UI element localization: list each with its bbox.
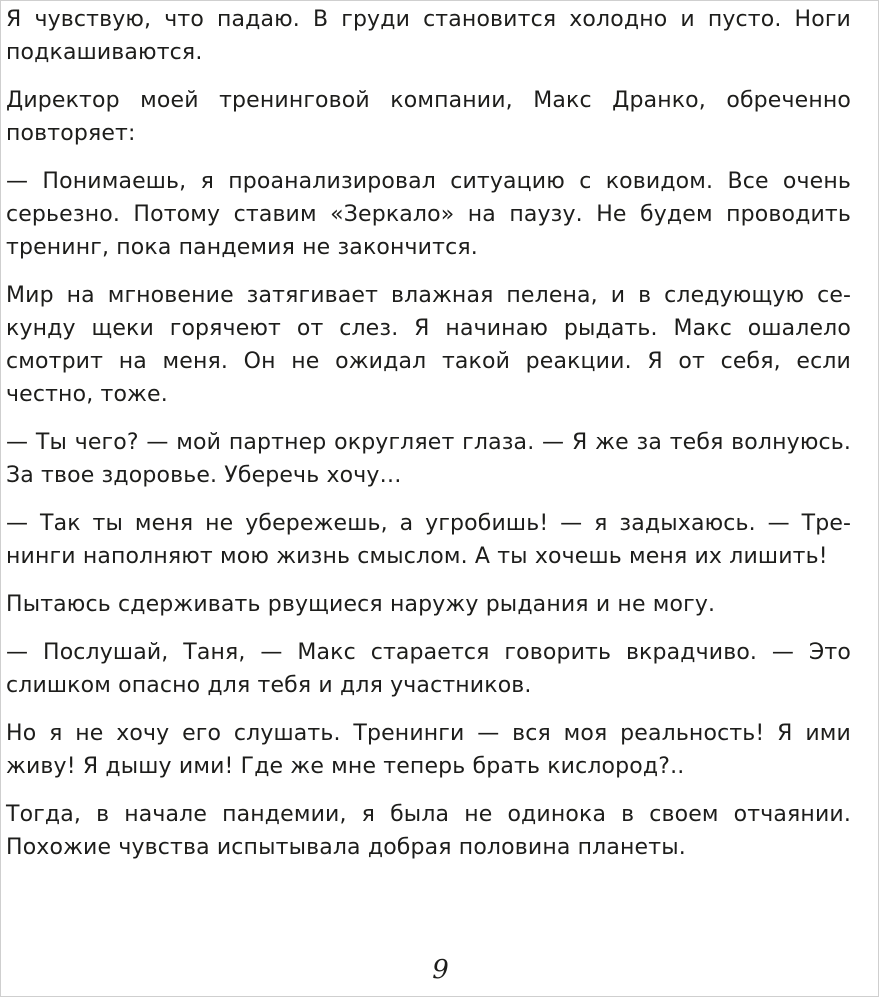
- paragraph-6: — Так ты меня не убережешь, а угробишь! — я задыхаюсь. — Тренинги наполняют мою жизнь смыслом. А ты хочешь меня их лишить!: [6, 511, 851, 569]
- page-text: [6, 3, 851, 879]
- paragraph-10: Тогда, в начале пандемии, я была не одинока в своем отчаянии. Похожие чувства испытывала добрая половина планеты.: [6, 802, 851, 860]
- paragraph-7: Пытаюсь сдерживать рвущиеся наружу рыдания и не могу.: [6, 592, 716, 617]
- paragraph-2: Директор моей тренинговой компании, Макс Дранко, обреченно повторяет:: [6, 88, 851, 146]
- paragraph-4: Мир на мгновение затягивает влажная пелена, и в следующую секунду щеки горячеют от слез. Я начинаю рыдать. Макс ошалело смотрит на меня. Он не ожидал такой реакции. Я от себя, если честно, тоже.: [6, 283, 851, 407]
- page-number: 9: [432, 955, 449, 985]
- paragraph-1: Я чувствую, что падаю. В груди становится холодно и пусто. Ноги подкашиваются.: [6, 7, 851, 65]
- paragraph-5: — Ты чего? — мой партнер округляет глаза. — Я же за тебя волнуюсь. За твое здоровье. Уберечь хочу…: [6, 430, 851, 488]
- paragraph-9: Но я не хочу его слушать. Тренинги — вся моя реальность! Я ими живу! Я дышу ими! Где же мне теперь брать кислород?..: [6, 721, 851, 779]
- paragraph-8: — Послушай, Таня, — Макс старается говорить вкрадчиво. — Это слишком опасно для тебя и для участников.: [6, 640, 851, 698]
- paragraph-3: — Понимаешь, я проанализировал ситуацию с ковидом. Все очень серьезно. Потому ставим «Зеркало» на паузу. Не будем проводить тренинг, пока пандемия не закончится.: [6, 169, 851, 260]
